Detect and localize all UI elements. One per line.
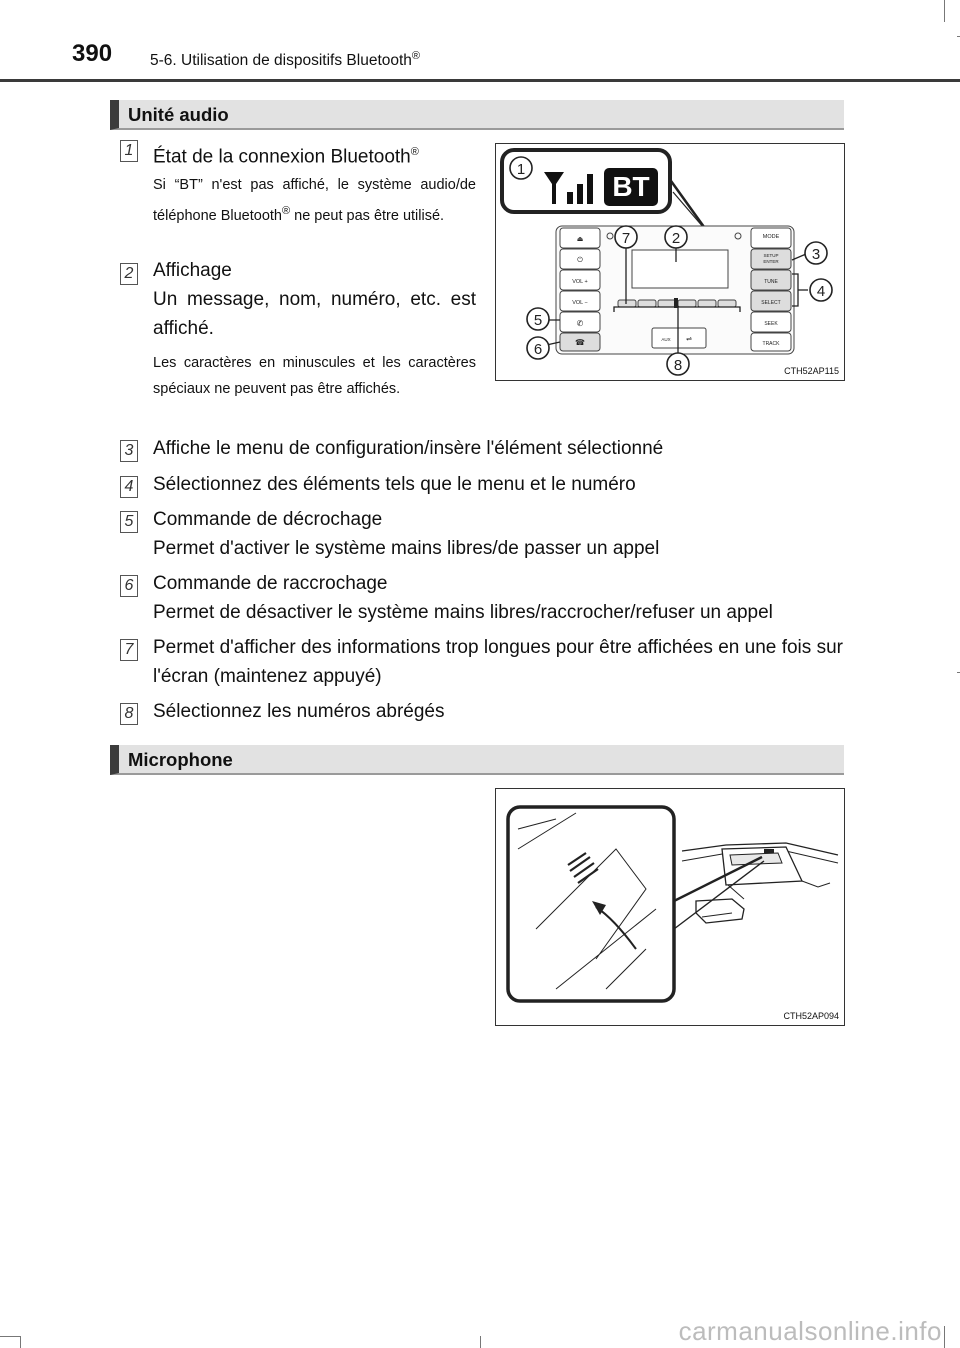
figure-code: CTH52AP115 — [784, 366, 839, 376]
item-number-badge: 6 — [120, 575, 138, 597]
crop-mark — [944, 0, 945, 22]
item-title: Affichage — [153, 260, 232, 281]
svg-text:1: 1 — [516, 161, 526, 178]
item-description: Sélectionnez des éléments tels que le menu et le numéro — [153, 474, 636, 495]
item-description: Permet d'afficher des informations trop longues pour être affichées en une fois sur l'écran (maintenez appuyé) — [153, 637, 843, 687]
microphone-figure — [495, 788, 845, 1026]
item-description: Sélectionnez les numéros abrégés — [153, 701, 445, 722]
registered-mark: ® — [411, 50, 421, 62]
svg-text:SETUP: SETUP — [763, 253, 779, 258]
svg-text:⏏: ⏏ — [576, 236, 584, 243]
item-title: Commande de raccrochage — [153, 573, 388, 594]
svg-text:VOL +: VOL + — [572, 279, 588, 285]
svg-text:4: 4 — [816, 283, 826, 300]
page-number: 390 — [72, 40, 113, 67]
item-description: Affiche le menu de configuration/insère l'élément sélectionné — [153, 438, 664, 459]
svg-text:⏻: ⏻ — [577, 257, 583, 264]
crop-mark — [0, 1336, 20, 1337]
item-title: État de la connexion Bluetooth® — [153, 146, 419, 168]
item-description: Un message, nom, numéro, etc. est affiché. — [153, 289, 476, 339]
item-number-badge: 2 — [120, 263, 138, 285]
item-number-badge: 7 — [120, 639, 138, 661]
section-heading-audio-unit: Unité audio — [110, 100, 844, 130]
crop-mark — [480, 1336, 481, 1348]
item-number-badge: 1 — [120, 140, 138, 162]
item-title: Commande de décrochage — [153, 509, 383, 530]
svg-text:8: 8 — [673, 357, 683, 374]
svg-text:☎: ☎ — [575, 338, 585, 347]
svg-text:VOL −: VOL − — [572, 300, 588, 306]
audio-unit-diagram — [496, 144, 844, 380]
item-description: Permet de désactiver le système mains libres/raccrocher/refuser un appel — [153, 602, 773, 623]
figure-code: CTH52AP094 — [783, 1011, 839, 1021]
item-number-badge: 8 — [120, 703, 138, 725]
svg-text:5: 5 — [533, 312, 543, 329]
svg-text:3: 3 — [811, 246, 821, 263]
svg-text:7: 7 — [621, 230, 631, 247]
microphone-location-diagram — [496, 789, 844, 1025]
crop-mark — [944, 1326, 945, 1348]
svg-text:MODE: MODE — [762, 234, 780, 240]
svg-text:ENTER: ENTER — [763, 259, 779, 264]
item-note: Si “BT” n'est pas affiché, le système audio/de téléphone Bluetooth® ne peut pas être utilisé. — [153, 177, 476, 224]
svg-text:2: 2 — [671, 230, 681, 247]
chapter-title: 5-6. Utilisation de dispositifs Bluetooth® — [150, 50, 421, 70]
svg-text:6: 6 — [533, 341, 543, 358]
item-note: Les caractères en minuscules et les caractères spéciaux ne peuvent pas être affichés. — [153, 355, 476, 397]
header-rule — [0, 79, 960, 82]
item-number-badge: 3 — [120, 440, 138, 462]
item-number-badge: 5 — [120, 511, 138, 533]
section-heading-microphone: Microphone — [110, 745, 844, 775]
svg-text:TUNE: TUNE — [764, 279, 778, 285]
watermark: carmanualsonline.info — [678, 1316, 942, 1346]
svg-text:TRACK: TRACK — [762, 341, 780, 347]
svg-text:⇌: ⇌ — [686, 336, 692, 343]
svg-text:✆: ✆ — [576, 319, 584, 328]
item-number-badge: 4 — [120, 476, 138, 498]
audio-unit-figure — [495, 143, 845, 381]
svg-text:BT: BT — [612, 171, 650, 202]
svg-text:AUX: AUX — [661, 337, 671, 342]
crop-mark — [20, 1336, 21, 1348]
svg-text:SELECT: SELECT — [761, 300, 781, 306]
svg-text:SEEK: SEEK — [764, 321, 778, 327]
item-description: Permet d'activer le système mains libres/de passer un appel — [153, 538, 660, 559]
